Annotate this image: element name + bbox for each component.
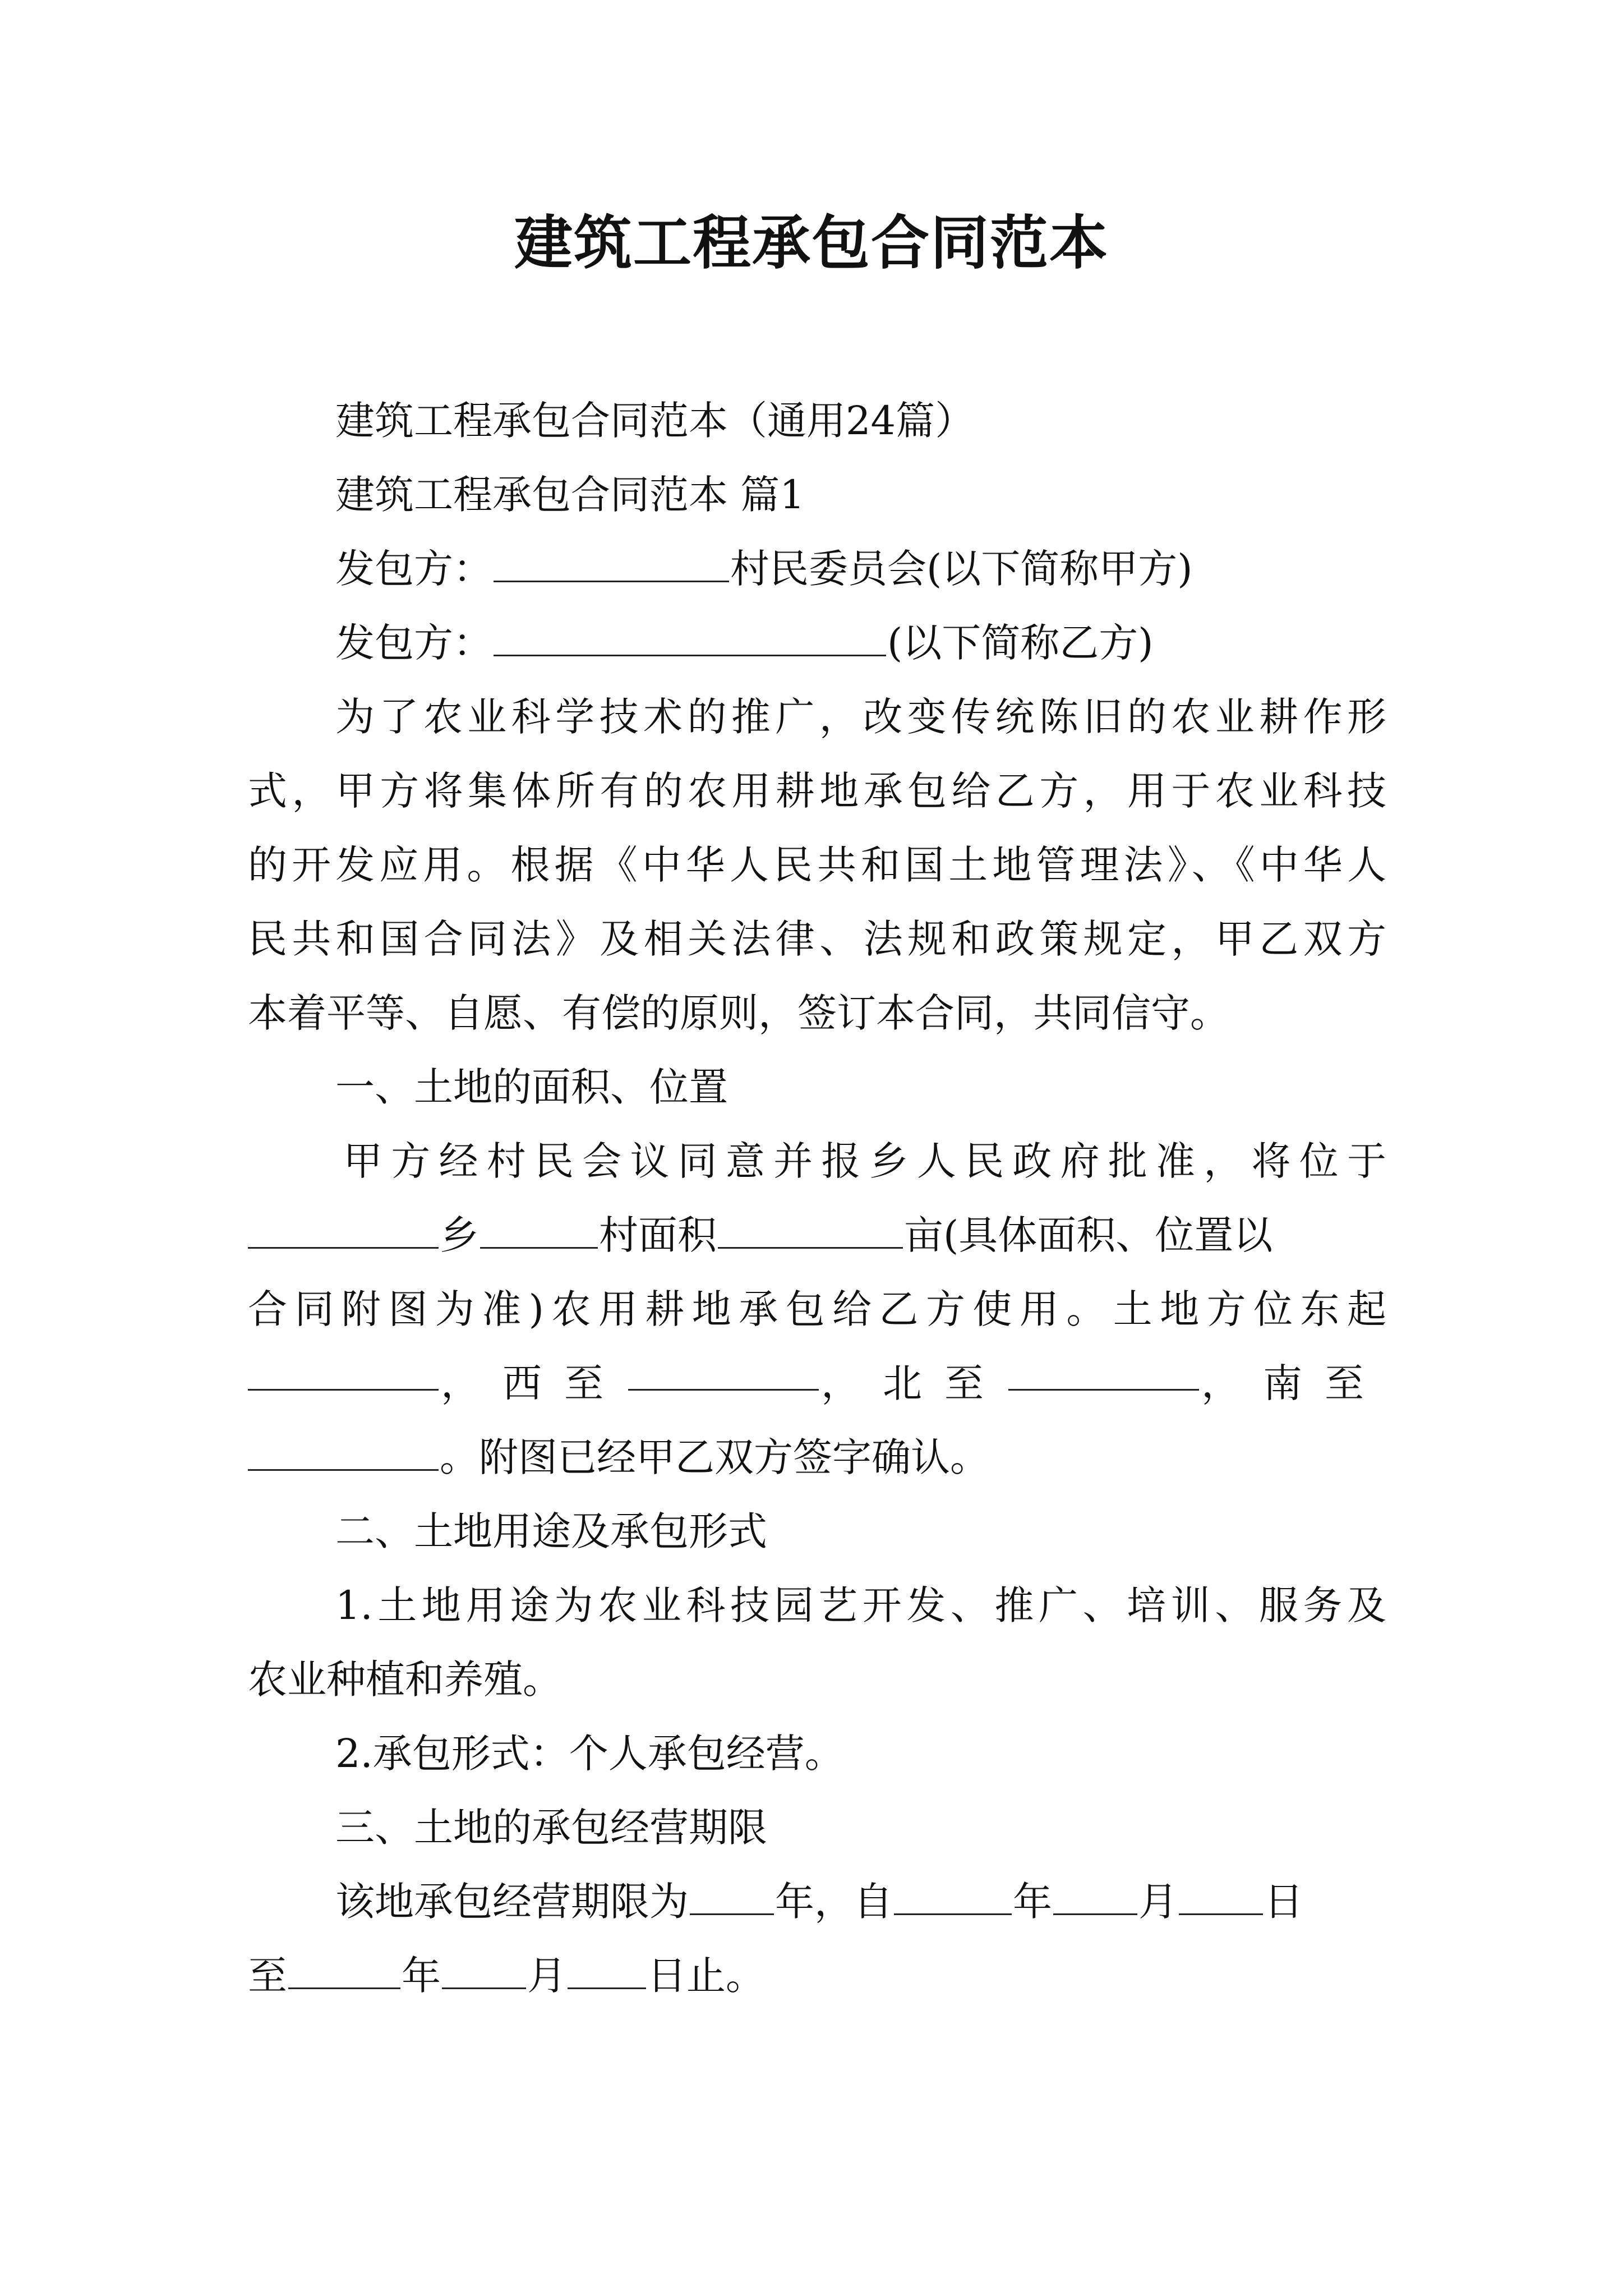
document-subtitle [248,393,1386,449]
term-label: 该地承包经营期限为 [335,1879,689,1925]
party-a-blank [494,547,729,582]
intro-line-3: 的开发应用。根据《中华人民共和国土地管理法》、《中华人 [248,842,1386,888]
intro-line-2: 式，甲方将集体所有的农用耕地承包给乙方，用于农业科技 [248,768,1386,814]
west-label: ，西至 [441,1360,626,1406]
heading-1 [248,1059,1386,1115]
village-blank [480,1213,598,1249]
party-a-line [248,541,1386,597]
end-month-label: 月 [527,1953,566,1999]
start-year-blank [894,1880,1012,1915]
s1-line-5-text: 。附图已经甲乙双方签字确认。 [440,1434,989,1480]
end-month-blank [442,1954,526,1989]
term-years-blank [690,1880,774,1915]
party-b-suffix: (以下简称乙方) [887,620,1154,666]
term-from-label: 年，自 [775,1879,893,1925]
party-a-label: 发包方： [335,546,492,592]
heading-3 [248,1800,1386,1856]
intro-line-1 [248,689,1386,745]
start-day-label: 日 [1264,1879,1303,1925]
s2-item-1b: 农业种植和养殖。 [248,1657,562,1703]
end-day-blank [568,1954,646,1989]
s2-item-2 [248,1726,1386,1782]
north-label: ，北至 [821,1360,1006,1406]
south-label: ，南至 [1201,1360,1386,1406]
start-month-label: 月 [1138,1879,1178,1925]
s1-line-1 [248,1133,1386,1189]
s3-line-2 [248,1948,1386,2004]
area-unit-text: 亩(具体面积、位置以 [904,1212,1273,1258]
s1-line-5 [248,1429,1386,1485]
heading-1-text: 一、土地的面积、位置 [335,1064,728,1110]
end-day-label: 日止。 [647,1953,765,1999]
area-label: 村面积 [599,1212,717,1258]
intro-line-4: 民共和国合同法》及相关法律、法规和政策规定，甲乙双方 [248,916,1386,962]
start-day-blank [1179,1880,1263,1915]
township-blank [248,1213,439,1249]
heading-2-text: 二、土地用途及承包形式 [335,1508,767,1554]
end-year-blank [288,1954,400,1989]
west-blank [628,1355,819,1391]
heading-3-text: 三、土地的承包经营期限 [335,1805,767,1851]
intro-line-5: 本着平等、自愿、有偿的原则，签订本合同，共同信守。 [248,990,1229,1036]
document-title: 建筑工程承包合同范本 [514,208,1109,277]
party-b-blank [494,621,886,656]
s3-line-1 [248,1874,1386,1930]
north-blank [1008,1355,1199,1391]
start-month-blank [1053,1880,1137,1915]
east-blank [248,1355,439,1391]
s2-item-1a [248,1577,1386,1634]
s1-line-4 [248,1355,1386,1411]
party-b-line [248,615,1386,671]
section-heading [248,467,1386,523]
end-year-label: 年 [402,1953,441,1999]
party-b-label: 发包方： [335,620,492,666]
s1-line-1-text: 甲方经村民会议同意并报乡人民政府批准，将位于 [343,1138,1386,1184]
area-blank [718,1213,903,1249]
township-label: 乡 [440,1212,479,1258]
section-heading-text: 建筑工程承包合同范本 篇1 [335,472,805,518]
intro-text-1: 为了农业科学技术的推广，改变传统陈旧的农业耕作形 [335,694,1386,740]
heading-2 [248,1503,1386,1559]
end-to-label: 至 [248,1953,287,1999]
party-a-suffix: 村民委员会(以下简称甲方) [730,546,1193,592]
s2-item-2-text: 2.承包形式：个人承包经营。 [335,1731,844,1777]
subtitle-text: 建筑工程承包合同范本（通用24篇） [335,398,975,444]
s1-line-2 [248,1207,1386,1263]
south-blank [248,1435,439,1471]
s1-line-3: 合同附图为准)农用耕地承包给乙方使用。土地方位东起 [248,1286,1386,1332]
s2-item-1a-text: 1.土地用途为农业科技园艺开发、推广、培训、服务及 [335,1582,1386,1628]
start-year-label: 年 [1013,1879,1052,1925]
